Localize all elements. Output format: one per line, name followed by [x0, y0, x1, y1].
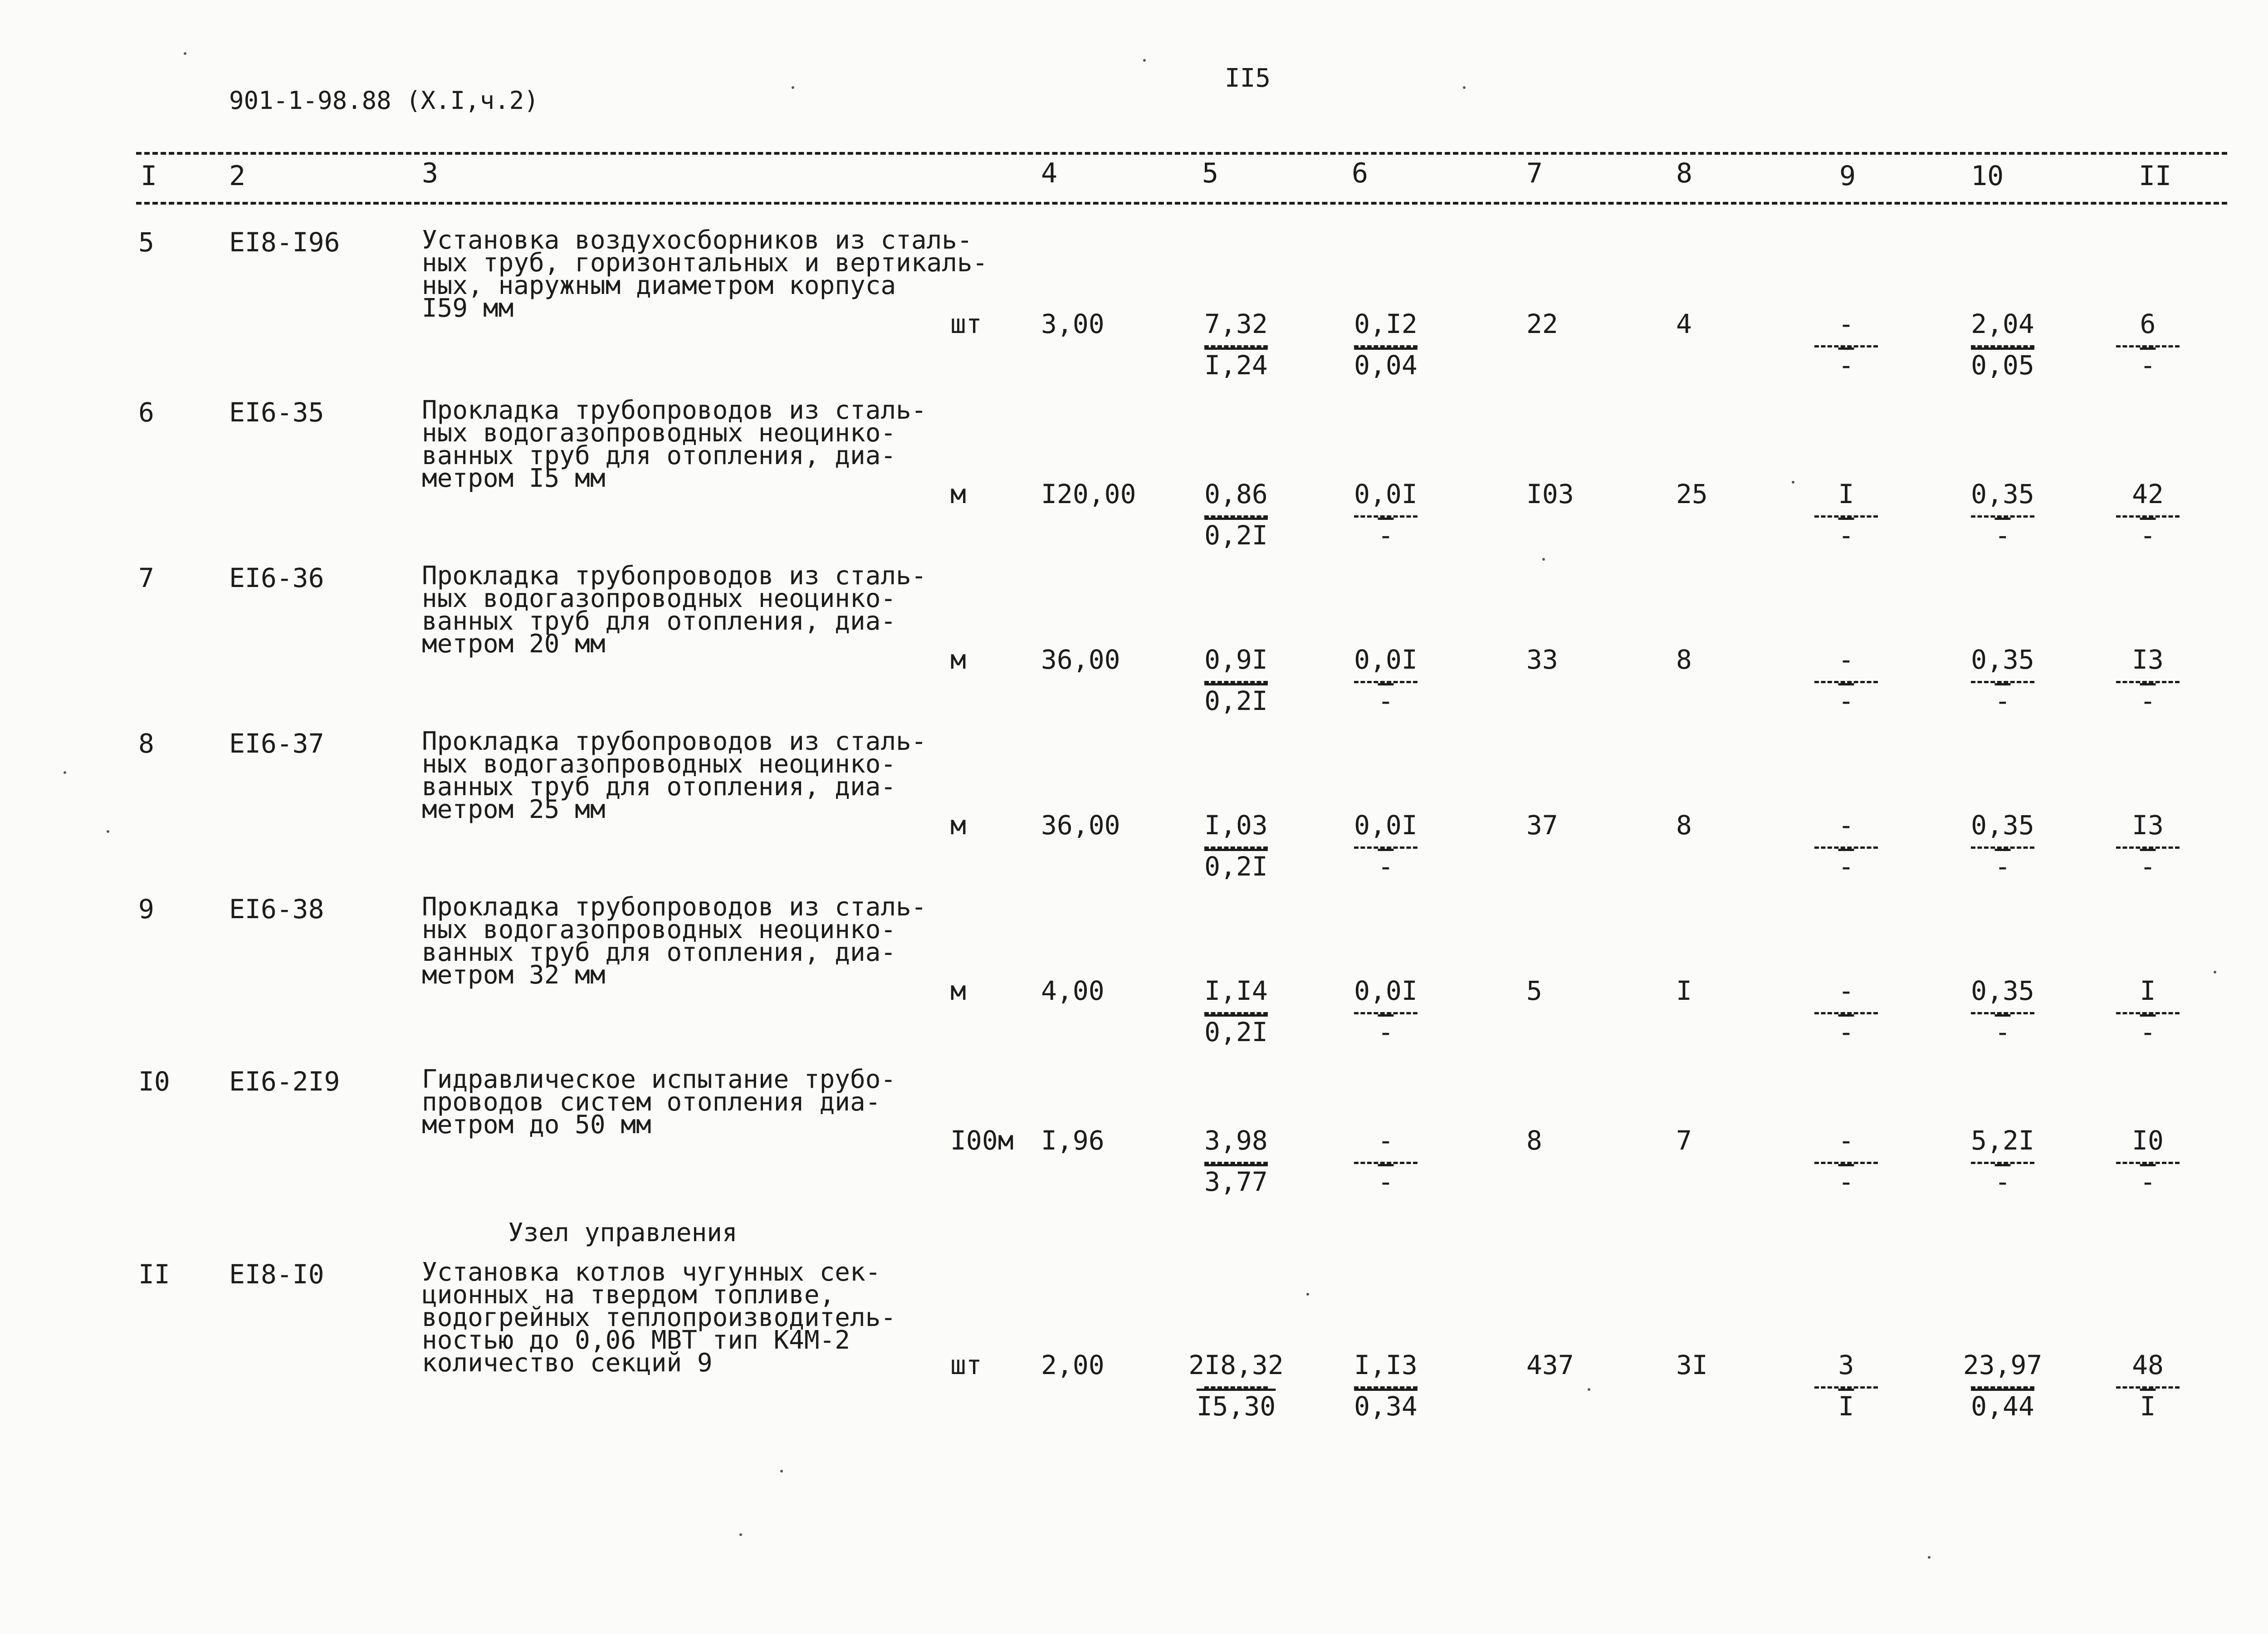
- labor-per-unit-fraction-bar: [1971, 681, 2034, 683]
- unit-cost-total: [1184, 1127, 1288, 1200]
- work-description-line: метром 25 мм: [422, 795, 606, 824]
- work-description: [422, 727, 927, 824]
- unit-of-measure: м: [950, 975, 966, 1006]
- work-description-line: ных водогазопроводных неоцинко-: [422, 915, 896, 944]
- work-description-line: ванных труб для отопления, диа-: [422, 441, 896, 470]
- total-machines-denominator: -: [1838, 685, 1854, 716]
- total-machines-numerator: I: [1838, 479, 1854, 509]
- unit-of-measure: I00м: [950, 1125, 1014, 1156]
- norm-code: EI6-35: [229, 397, 324, 428]
- total-machines: [1794, 308, 1898, 384]
- unit-cost-machines: [1334, 812, 1438, 885]
- work-description-line: ванных труб для отопления, диа-: [422, 772, 896, 802]
- unit-cost-total: [1184, 812, 1288, 885]
- scan-speck: [184, 52, 186, 55]
- unit-cost-machines-denominator: -: [1378, 1166, 1394, 1197]
- unit-cost-total-denominator: I5,30: [1196, 1391, 1276, 1422]
- column-header-7: 7: [1526, 157, 1543, 189]
- unit-cost-machines-denominator: -: [1378, 1017, 1394, 1047]
- work-description: [422, 1065, 896, 1140]
- column-header-2: 2: [229, 160, 246, 192]
- unit-of-measure: шт: [950, 308, 982, 339]
- labor-per-unit-numerator: 0,35: [1971, 975, 2034, 1006]
- header-bottom-rule: [136, 202, 2227, 205]
- scan-speck: [1542, 558, 1545, 561]
- unit-cost-total-numerator: 3,98: [1204, 1125, 1268, 1156]
- total-machines-denominator: -: [1838, 520, 1854, 551]
- unit-cost-total: [1184, 975, 1288, 1051]
- row-number: 9: [138, 894, 154, 925]
- total-machines-numerator: -: [1838, 975, 1854, 1006]
- work-description-line: метром 32 мм: [422, 960, 606, 990]
- total-machines-denominator: -: [1838, 1166, 1854, 1197]
- unit-cost-machines-fraction-bar: [1354, 1386, 1418, 1389]
- unit-cost-machines-denominator: 0,34: [1354, 1391, 1418, 1422]
- unit-cost-total-fraction-bar: [1204, 1162, 1268, 1164]
- unit-of-measure: м: [950, 644, 966, 675]
- work-description-line: количество секций 9: [422, 1348, 713, 1378]
- work-description-line: ционных на твердом топливе,: [422, 1280, 835, 1310]
- work-description-line: водогрейных теплопроизводитель-: [422, 1303, 896, 1332]
- unit-cost-machines-numerator: 0,I2: [1354, 308, 1418, 339]
- unit-cost-machines-fraction-bar: [1354, 1012, 1418, 1014]
- labor-per-unit-numerator: 0,35: [1971, 644, 2034, 675]
- work-description-line: метром 20 мм: [422, 629, 606, 659]
- labor-total-numerator: I0: [2132, 1125, 2164, 1156]
- column-header-3: 3: [422, 157, 439, 189]
- unit-cost-total-denominator: I,24: [1204, 350, 1268, 381]
- total-machines-numerator: -: [1838, 810, 1854, 841]
- unit-cost-total-numerator: 2I8,32: [1188, 1350, 1284, 1380]
- labor-per-unit: [1950, 646, 2055, 719]
- total-machines-fraction-bar: [1814, 1162, 1878, 1164]
- labor-total: [2096, 308, 2200, 384]
- unit-cost-total-numerator: 7,32: [1204, 308, 1268, 339]
- labor-total-fraction-bar: [2116, 681, 2180, 683]
- total-machines-fraction-bar: [1814, 846, 1878, 849]
- labor-total-numerator: I3: [2132, 810, 2164, 841]
- labor-per-unit-numerator: 2,04: [1971, 308, 2034, 339]
- labor-total-denominator: -: [2140, 350, 2156, 381]
- scan-speck: [739, 1533, 742, 1536]
- total-machines-denominator: -: [1838, 350, 1854, 381]
- labor-total-denominator: I: [2140, 1391, 2156, 1422]
- section-heading: Узел управления: [508, 1218, 738, 1248]
- total-machines-fraction-bar: [1814, 345, 1878, 347]
- work-description-line: ванных труб для отопления, диа-: [422, 607, 896, 636]
- labor-per-unit: [1950, 1127, 2055, 1200]
- labor-total-fraction-bar: [2116, 1162, 2180, 1164]
- unit-cost-total-numerator: 0,9I: [1204, 644, 1268, 675]
- column-header-4: 4: [1041, 157, 1058, 189]
- total-cost: 33: [1526, 644, 1558, 675]
- unit-cost-total: [1184, 1352, 1288, 1425]
- work-description-line: ных, наружным диаметром корпуса: [422, 271, 896, 300]
- unit-of-measure: шт: [950, 1350, 982, 1380]
- total-machines-fraction-bar: [1814, 1012, 1878, 1014]
- work-description-line: Прокладка трубопроводов из сталь-: [422, 396, 927, 425]
- unit-cost-machines: [1334, 481, 1438, 554]
- norm-code: EI8-I0: [229, 1259, 324, 1290]
- work-description-line: ностью до 0,06 МВТ тип К4М-2: [422, 1326, 850, 1355]
- labor-per-unit-fraction-bar: [1971, 1012, 2034, 1014]
- unit-cost-machines-numerator: 0,0I: [1354, 810, 1418, 841]
- labor-per-unit: [1950, 308, 2055, 384]
- labor-total-fraction-bar: [2116, 1012, 2180, 1014]
- labor-per-unit-denominator: -: [1994, 1017, 2011, 1047]
- labor-per-unit-denominator: 0,44: [1971, 1391, 2034, 1422]
- labor-per-unit-fraction-bar: [1971, 345, 2034, 347]
- column-header-11: II: [2139, 160, 2172, 192]
- total-machines: [1794, 1352, 1898, 1425]
- unit-cost-machines: [1334, 646, 1438, 719]
- total-wages: I: [1676, 975, 1692, 1006]
- column-header-10: 10: [1971, 160, 2004, 192]
- unit-cost-machines-numerator: 0,0I: [1354, 479, 1418, 509]
- work-description-line: Гидравлическое испытание трубо-: [422, 1065, 896, 1094]
- total-machines: [1794, 481, 1898, 554]
- unit-cost-total-fraction-bar: [1204, 515, 1268, 518]
- total-wages: 4: [1676, 308, 1692, 339]
- unit-cost-machines-denominator: 0,04: [1354, 350, 1418, 381]
- labor-total: [2096, 812, 2200, 885]
- total-machines-fraction-bar: [1814, 681, 1878, 683]
- work-description-line: ных труб, горизонтальных и вертикаль-: [422, 248, 988, 278]
- labor-total-denominator: -: [2140, 685, 2156, 716]
- work-description-line: ванных труб для отопления, диа-: [422, 938, 896, 967]
- unit-cost-machines-numerator: 0,0I: [1354, 975, 1418, 1006]
- document-code: 901-1-98.88 (X.I,ч.2): [229, 86, 539, 115]
- total-machines-denominator: -: [1838, 851, 1854, 882]
- labor-total: [2096, 646, 2200, 719]
- labor-per-unit-fraction-bar: [1971, 1386, 2034, 1389]
- scan-speck: [792, 86, 794, 89]
- total-wages: 25: [1676, 479, 1708, 509]
- row-number: 5: [138, 227, 154, 258]
- work-description-line: Прокладка трубопроводов из сталь-: [422, 892, 927, 922]
- scan-speck: [1463, 86, 1466, 89]
- unit-cost-total-denominator: 0,2I: [1204, 851, 1268, 882]
- unit-cost-total-fraction-bar: [1204, 1012, 1268, 1014]
- labor-total: [2096, 1352, 2200, 1425]
- quantity: 36,00: [1041, 810, 1120, 841]
- labor-per-unit: [1950, 975, 2055, 1051]
- work-description: [422, 225, 988, 323]
- row-number: I0: [138, 1066, 170, 1097]
- unit-cost-machines: [1334, 1352, 1438, 1425]
- unit-cost-total: [1184, 646, 1288, 719]
- row-number: 8: [138, 728, 154, 759]
- norm-code: EI6-2I9: [229, 1066, 340, 1097]
- quantity: I20,00: [1041, 479, 1136, 509]
- total-machines: [1794, 975, 1898, 1051]
- labor-total: [2096, 975, 2200, 1051]
- total-machines-denominator: -: [1838, 1017, 1854, 1047]
- work-description: [422, 396, 927, 493]
- scan-speck: [64, 771, 66, 774]
- labor-total-denominator: -: [2140, 1017, 2156, 1047]
- unit-of-measure: м: [950, 810, 966, 841]
- labor-per-unit-denominator: -: [1994, 685, 2011, 716]
- work-description: [422, 1257, 896, 1378]
- unit-cost-total-denominator: 3,77: [1204, 1166, 1268, 1197]
- quantity: 3,00: [1041, 308, 1105, 339]
- unit-cost-machines: [1334, 1127, 1438, 1200]
- labor-total: [2096, 481, 2200, 554]
- total-machines-numerator: -: [1838, 644, 1854, 675]
- work-description-line: Прокладка трубопроводов из сталь-: [422, 727, 927, 756]
- unit-cost-machines: [1334, 308, 1438, 384]
- labor-total-fraction-bar: [2116, 345, 2180, 347]
- work-description-line: метром I5 мм: [422, 464, 606, 493]
- total-cost: 437: [1526, 1350, 1574, 1380]
- row-number: 7: [138, 563, 154, 593]
- scan-speck: [1143, 59, 1146, 62]
- total-machines: [1794, 1127, 1898, 1200]
- work-description: [422, 561, 927, 659]
- unit-cost-machines-denominator: -: [1378, 520, 1394, 551]
- unit-cost-total-numerator: I,03: [1204, 810, 1268, 841]
- work-description-line: ных водогазопроводных неоцинко-: [422, 418, 896, 448]
- labor-per-unit-numerator: 0,35: [1971, 810, 2034, 841]
- total-cost: 22: [1526, 308, 1558, 339]
- total-machines-numerator: -: [1838, 308, 1854, 339]
- labor-total-numerator: 48: [2132, 1350, 2164, 1380]
- quantity: 4,00: [1041, 975, 1105, 1006]
- unit-cost-total: [1184, 481, 1288, 554]
- labor-per-unit-numerator: 0,35: [1971, 479, 2034, 509]
- work-description-line: метром до 50 мм: [422, 1110, 651, 1140]
- labor-total: [2096, 1127, 2200, 1200]
- total-machines-fraction-bar: [1814, 1386, 1878, 1389]
- unit-cost-total-denominator: 0,2I: [1204, 1017, 1268, 1047]
- unit-cost-total-denominator: 0,2I: [1204, 685, 1268, 716]
- labor-per-unit-denominator: -: [1994, 1166, 2011, 1197]
- unit-cost-machines-fraction-bar: [1354, 681, 1418, 683]
- unit-cost-machines-fraction-bar: [1354, 515, 1418, 518]
- scan-speck: [2214, 971, 2216, 974]
- labor-per-unit: [1950, 1352, 2055, 1425]
- total-cost: 8: [1526, 1125, 1542, 1156]
- labor-per-unit-fraction-bar: [1971, 846, 2034, 849]
- total-machines-fraction-bar: [1814, 515, 1878, 518]
- norm-code: EI8-I96: [229, 227, 340, 258]
- work-description-line: I59 мм: [422, 294, 514, 323]
- labor-per-unit-numerator: 5,2I: [1971, 1125, 2034, 1156]
- scan-speck: [1588, 1388, 1590, 1391]
- work-description-line: Установка котлов чугунных сек-: [422, 1257, 881, 1287]
- labor-total-denominator: -: [2140, 520, 2156, 551]
- labor-per-unit-denominator: -: [1994, 851, 2011, 882]
- labor-total-fraction-bar: [2116, 515, 2180, 518]
- quantity: 2,00: [1041, 1350, 1105, 1380]
- unit-cost-total-fraction-bar: [1204, 345, 1268, 347]
- total-machines-numerator: 3: [1838, 1350, 1854, 1380]
- unit-cost-machines-numerator: -: [1378, 1125, 1394, 1156]
- labor-total-numerator: 6: [2140, 308, 2156, 339]
- unit-cost-machines-denominator: -: [1378, 685, 1394, 716]
- work-description-line: проводов систем отопления диа-: [422, 1087, 881, 1117]
- total-wages: 8: [1676, 810, 1692, 841]
- unit-cost-total-denominator: 0,2I: [1204, 520, 1268, 551]
- unit-cost-total-fraction-bar: [1204, 846, 1268, 849]
- unit-cost-total-fraction-bar: [1204, 681, 1268, 683]
- scan-speck: [1928, 1556, 1931, 1559]
- norm-code: EI6-37: [229, 728, 324, 759]
- column-header-6: 6: [1352, 157, 1369, 189]
- total-machines-numerator: -: [1838, 1125, 1854, 1156]
- scan-speck: [1306, 1293, 1309, 1296]
- total-wages: 7: [1676, 1125, 1692, 1156]
- scan-speck: [780, 1470, 783, 1473]
- total-cost: 5: [1526, 975, 1542, 1006]
- labor-per-unit-fraction-bar: [1971, 1162, 2034, 1164]
- total-wages: 3I: [1676, 1350, 1708, 1380]
- norm-code: EI6-36: [229, 563, 324, 593]
- labor-total-numerator: 42: [2132, 479, 2164, 509]
- labor-per-unit: [1950, 812, 2055, 885]
- unit-cost-machines-numerator: I,I3: [1354, 1350, 1418, 1380]
- quantity: I,96: [1041, 1125, 1105, 1156]
- column-header-1: I: [141, 160, 157, 192]
- work-description-line: ных водогазопроводных неоцинко-: [422, 749, 896, 779]
- total-machines-denominator: I: [1838, 1391, 1854, 1422]
- work-description-line: Прокладка трубопроводов из сталь-: [422, 561, 927, 591]
- labor-per-unit-numerator: 23,97: [1963, 1350, 2043, 1380]
- unit-cost-machines-numerator: 0,0I: [1354, 644, 1418, 675]
- column-header-9: 9: [1839, 160, 1856, 192]
- unit-cost-machines-fraction-bar: [1354, 846, 1418, 849]
- labor-total-fraction-bar: [2116, 846, 2180, 849]
- unit-cost-total: [1184, 308, 1288, 384]
- work-description: [422, 892, 927, 990]
- total-cost: I03: [1526, 479, 1574, 509]
- work-description-line: ных водогазопроводных неоцинко-: [422, 584, 896, 613]
- total-cost: 37: [1526, 810, 1558, 841]
- scan-speck: [107, 830, 109, 833]
- work-description-line: Установка воздухосборников из сталь-: [422, 225, 973, 255]
- scan-speck: [1792, 481, 1794, 484]
- labor-per-unit-denominator: 0,05: [1971, 350, 2034, 381]
- unit-cost-total-numerator: I,I4: [1204, 975, 1268, 1006]
- labor-per-unit: [1950, 481, 2055, 554]
- labor-total-denominator: -: [2140, 851, 2156, 882]
- row-number: 6: [138, 397, 154, 428]
- total-machines: [1794, 646, 1898, 719]
- unit-of-measure: м: [950, 479, 966, 509]
- labor-total-numerator: I3: [2132, 644, 2164, 675]
- labor-total-fraction-bar: [2116, 1386, 2180, 1389]
- unit-cost-total-numerator: 0,86: [1204, 479, 1268, 509]
- unit-cost-total-fraction-bar: [1204, 1386, 1268, 1389]
- unit-cost-machines-fraction-bar: [1354, 1162, 1418, 1164]
- header-top-rule: [136, 152, 2227, 155]
- column-header-8: 8: [1676, 157, 1693, 189]
- labor-per-unit-fraction-bar: [1971, 515, 2034, 518]
- norm-code: EI6-38: [229, 894, 324, 925]
- unit-cost-machines-denominator: -: [1378, 851, 1394, 882]
- column-header-5: 5: [1202, 157, 1219, 189]
- row-number: II: [138, 1259, 170, 1290]
- labor-total-numerator: I: [2140, 975, 2156, 1006]
- unit-cost-machines-fraction-bar: [1354, 345, 1418, 347]
- unit-cost-machines: [1334, 975, 1438, 1051]
- total-machines: [1794, 812, 1898, 885]
- page-number: II5: [1225, 64, 1271, 93]
- quantity: 36,00: [1041, 644, 1120, 675]
- labor-per-unit-denominator: -: [1994, 520, 2011, 551]
- labor-total-denominator: -: [2140, 1166, 2156, 1197]
- total-wages: 8: [1676, 644, 1692, 675]
